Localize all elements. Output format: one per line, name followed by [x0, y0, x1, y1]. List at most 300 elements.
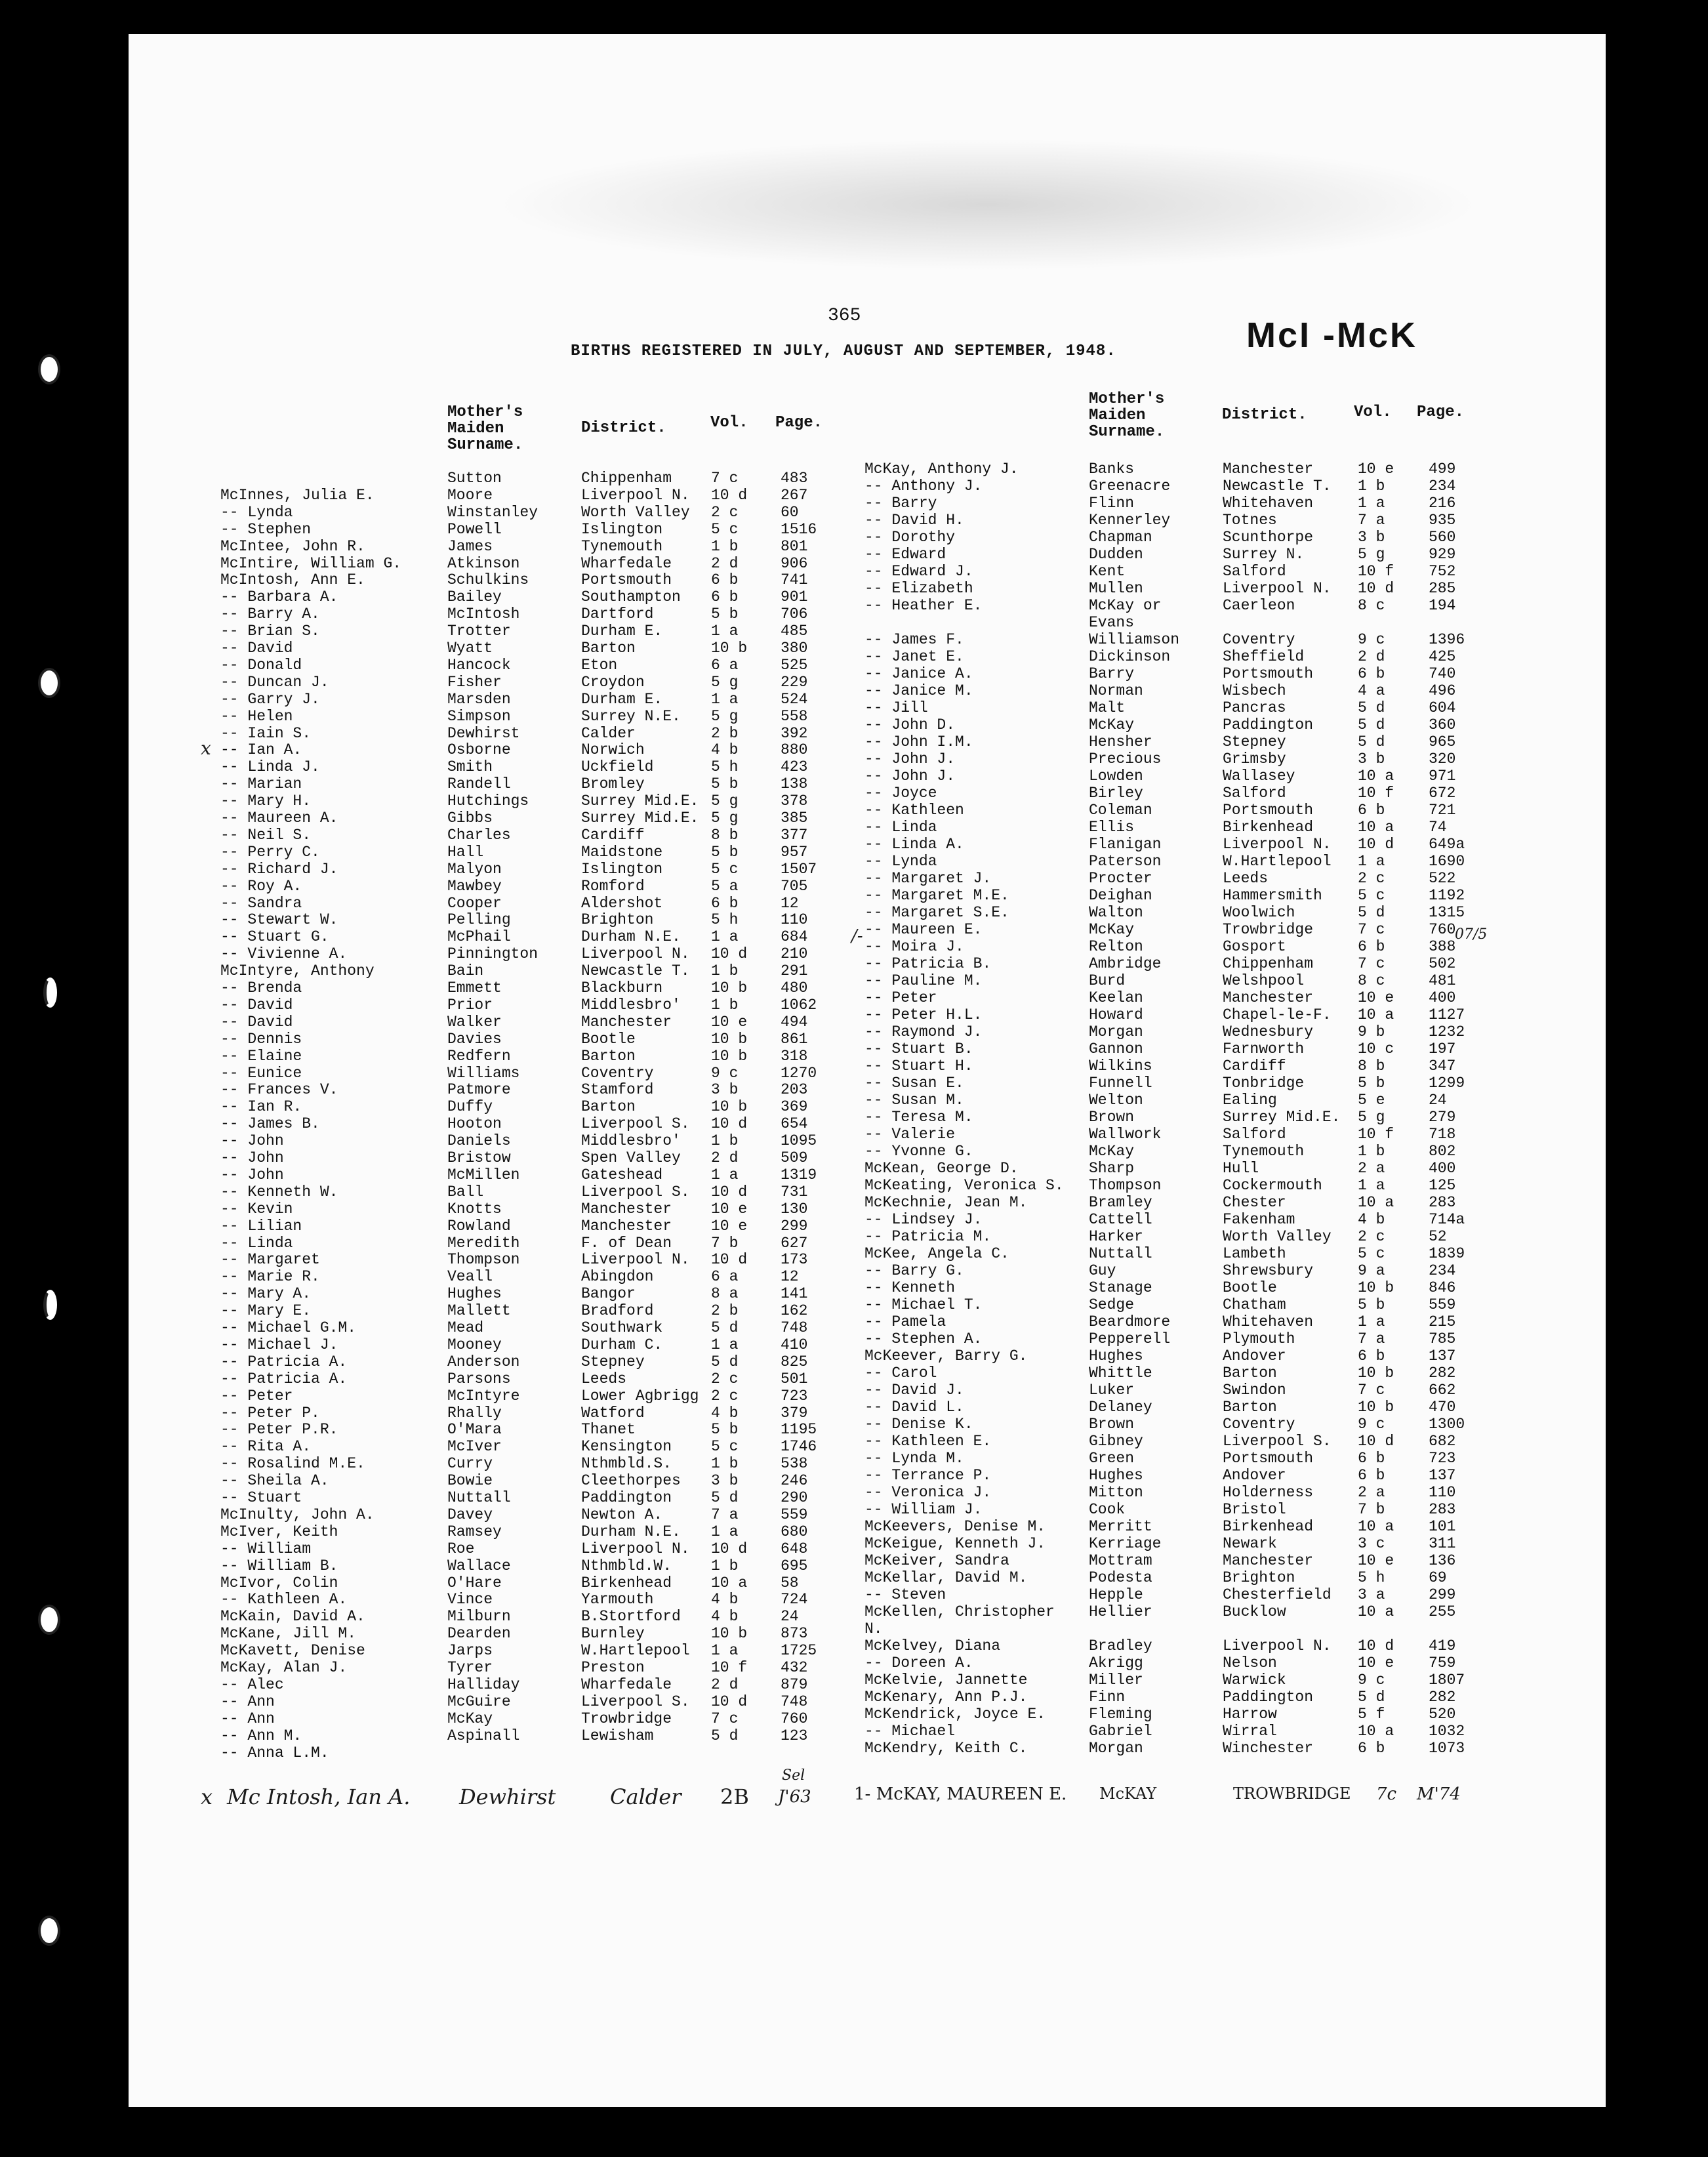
- entry-district: Bristol: [1223, 1501, 1286, 1518]
- entry-name: McKenary, Ann P.J.: [864, 1689, 1028, 1706]
- right-entry: [864, 733, 1481, 750]
- left-entry: [220, 538, 876, 555]
- right-entry: [864, 665, 1481, 682]
- entry-district: Stamford: [581, 1081, 654, 1099]
- entry-page: 388: [1429, 938, 1456, 955]
- entry-mother-surname: Banks: [1089, 461, 1135, 478]
- right-entry: [864, 853, 1481, 870]
- left-entry: [220, 588, 876, 606]
- entry-name: McKain, David A.: [220, 1608, 365, 1626]
- entry-name: -- Dorothy: [864, 529, 956, 546]
- entry-vol: 2 c: [711, 1387, 739, 1405]
- entry-name: -- Frances V.: [220, 1081, 338, 1099]
- entry-mother-surname: Fleming: [1089, 1706, 1152, 1723]
- entry-district: Gateshead: [581, 1166, 663, 1183]
- entry-name: -- Ian A.: [220, 741, 302, 759]
- entry-page: 1507: [781, 860, 817, 878]
- entry-mother-surname: Roe: [447, 1540, 475, 1557]
- entry-mother-surname: Rowland: [447, 1217, 511, 1235]
- entry-name: -- Joyce: [864, 785, 937, 802]
- entry-page: 520: [1429, 1706, 1456, 1723]
- entry-name: -- Michael J.: [220, 1336, 338, 1353]
- entry-page: 714a: [1429, 1211, 1465, 1228]
- entry-district: Whitehaven: [1223, 1313, 1314, 1330]
- left-entry: [220, 1031, 876, 1048]
- right-entry: [864, 768, 1481, 785]
- entry-mother-surname: Walton: [1089, 904, 1143, 921]
- left-entry: [220, 1693, 876, 1710]
- entry-vol: 10 e: [711, 1200, 748, 1218]
- entry-mother-surname: Daniels: [447, 1132, 511, 1150]
- entry-page: 12: [781, 894, 799, 912]
- margin-mark-x: x: [201, 737, 211, 759]
- entry-vol: 10 d: [1358, 836, 1394, 853]
- left-entry: [220, 1421, 876, 1438]
- entry-district: Holderness: [1223, 1484, 1314, 1501]
- entry-mother-surname: Ellis: [1089, 819, 1135, 836]
- hand-vol: 2B: [720, 1784, 749, 1809]
- entry-mother-surname: Randell: [447, 775, 511, 793]
- entry-name: McKavett, Denise: [220, 1642, 365, 1660]
- left-entry: [220, 1405, 876, 1422]
- entry-district: Liverpool S.: [581, 1693, 690, 1710]
- left-entry: [220, 1574, 876, 1592]
- left-entry: [220, 1336, 876, 1353]
- entry-name: McIntosh, Ann E.: [220, 571, 365, 589]
- entry-mother-surname: Cook: [1089, 1501, 1126, 1518]
- left-entry: [220, 640, 876, 657]
- entry-vol: 8 b: [711, 826, 739, 844]
- right-entry: [864, 1330, 1481, 1347]
- entry-vol: 10 b: [711, 640, 748, 657]
- entry-vol: 3 b: [711, 1081, 739, 1099]
- left-entry: [220, 1744, 876, 1761]
- right-entry: [864, 1296, 1481, 1313]
- entry-page: 246: [781, 1472, 808, 1490]
- entry-name: -- Alec: [220, 1675, 284, 1693]
- right-entry: [864, 819, 1481, 836]
- entry-vol: 3 b: [1358, 750, 1385, 768]
- entry-page: 873: [781, 1625, 808, 1643]
- entry-district: Warwick: [1223, 1672, 1286, 1689]
- entry-mother-surname: Guy: [1089, 1262, 1116, 1279]
- entry-district: Bucklow: [1223, 1603, 1286, 1620]
- entry-vol: 10 e: [1358, 1552, 1394, 1569]
- entry-page: 283: [1429, 1194, 1456, 1211]
- entry-name: -- William J.: [864, 1501, 983, 1518]
- right-entry: [864, 785, 1481, 802]
- entry-page: 311: [1429, 1535, 1456, 1552]
- entry-vol: 9 c: [1358, 1416, 1385, 1433]
- left-entry: [220, 1727, 876, 1744]
- right-entry: [864, 495, 1481, 512]
- entry-vol: 10 f: [1358, 785, 1394, 802]
- entry-page: 216: [1429, 495, 1456, 512]
- entry-mother-surname: Beardmore: [1089, 1313, 1171, 1330]
- entry-mother-surname: Ambridge: [1089, 955, 1162, 972]
- entry-mother-surname: Cooper: [447, 894, 502, 912]
- entry-page: 162: [781, 1302, 808, 1320]
- entry-page: 1299: [1429, 1075, 1465, 1092]
- left-header-vol: Vol.: [710, 414, 748, 432]
- entry-page: 267: [781, 486, 808, 504]
- entry-vol: 1 b: [1358, 1143, 1385, 1160]
- entry-name: -- Helen: [220, 707, 293, 725]
- entry-page: 648: [781, 1540, 808, 1557]
- entry-page: 1746: [781, 1438, 817, 1456]
- entry-page: 423: [781, 758, 808, 776]
- entry-vol: 6 b: [1358, 1467, 1385, 1484]
- right-entry: [864, 955, 1481, 972]
- entry-district: Liverpool N.: [581, 486, 690, 504]
- left-entry: [220, 1523, 876, 1540]
- left-entry: [220, 844, 876, 861]
- left-entry: [220, 1710, 876, 1727]
- entry-name: -- Brenda: [220, 979, 302, 996]
- entry-page: 347: [1429, 1058, 1456, 1075]
- entry-page: 52: [1429, 1228, 1447, 1245]
- entry-district: Liverpool N.: [581, 945, 690, 963]
- entry-district: Southampton: [581, 588, 681, 606]
- entry-mother-surname: McKay or: [1089, 597, 1162, 614]
- entry-district: Durham E.: [581, 623, 663, 640]
- entry-mother-surname: Curry: [447, 1455, 493, 1473]
- entry-mother-surname: Procter: [1089, 870, 1152, 887]
- entry-district: Lambeth: [1223, 1245, 1286, 1262]
- entry-mother-surname: Redfern: [447, 1047, 511, 1065]
- entry-mother-surname: Moore: [447, 486, 493, 504]
- entry-district: Dartford: [581, 606, 654, 623]
- entry-district: Durham N.E.: [581, 1523, 681, 1540]
- entry-district: Gosport: [1223, 938, 1286, 955]
- left-entry: [220, 827, 876, 844]
- entry-vol: 1 b: [711, 1132, 739, 1150]
- entry-district: Wallasey: [1223, 768, 1295, 785]
- entry-mother-surname: Davies: [447, 1030, 502, 1048]
- entry-name: McKee, Angela C.: [864, 1245, 1009, 1262]
- entry-vol: 5 d: [1358, 1689, 1385, 1706]
- left-header-page: Page.: [775, 414, 823, 432]
- entry-mother-surname: O'Hare: [447, 1574, 502, 1592]
- entry-mother-surname: Meredith: [447, 1234, 520, 1252]
- entry-name: -- Lynda: [220, 503, 293, 521]
- entry-mother-surname: Chapman: [1089, 529, 1152, 546]
- left-entry: [220, 1659, 876, 1676]
- entry-name: -- Vivienne A.: [220, 945, 348, 963]
- right-entry: [864, 699, 1481, 716]
- entry-district: Nthmbld.W.: [581, 1557, 672, 1574]
- entry-mother-surname: Osborne: [447, 741, 511, 759]
- entry-mother-surname: Hellier: [1089, 1603, 1152, 1620]
- entry-vol: 2 c: [1358, 870, 1385, 887]
- entry-district: Newcastle T.: [581, 962, 690, 980]
- left-header-surname: Mother's Maiden Surname.: [447, 403, 523, 454]
- entry-district: F. of Dean: [581, 1234, 672, 1252]
- entry-page: 1396: [1429, 631, 1465, 648]
- entry-name: -- Denise K.: [864, 1416, 973, 1433]
- entry-name: -- Linda: [220, 1234, 293, 1252]
- entry-page: 215: [1429, 1313, 1456, 1330]
- right-entry: [864, 1347, 1481, 1365]
- entry-vol: 10 f: [1358, 1126, 1394, 1143]
- entry-vol: 10 e: [711, 1013, 748, 1031]
- entry-mother-surname: Delaney: [1089, 1399, 1152, 1416]
- entry-name: -- Susan E.: [864, 1075, 964, 1092]
- left-entry: [220, 1438, 876, 1455]
- entry-mother-surname: Nuttall: [447, 1489, 511, 1506]
- entry-district: Bootle: [581, 1030, 636, 1048]
- entry-mother-surname: Dewhirst: [447, 724, 520, 742]
- entry-mother-surname: McKay: [1089, 1143, 1135, 1160]
- left-entry: [220, 674, 876, 691]
- right-entry: [864, 1689, 1481, 1706]
- entry-vol: 5 d: [1358, 716, 1385, 733]
- entry-district: Paddington: [1223, 716, 1314, 733]
- entry-mother-surname: Dickinson: [1089, 648, 1171, 665]
- entry-page: 723: [1429, 1450, 1456, 1467]
- entry-name: McKelvie, Jannette: [864, 1672, 1028, 1689]
- hand-ref: 1- McKAY, MAUREEN E.: [854, 1784, 1067, 1804]
- entry-district: Salford: [1223, 1126, 1286, 1143]
- right-entry: [864, 1416, 1481, 1433]
- entry-page: 654: [781, 1115, 808, 1133]
- right-entry: [864, 1194, 1481, 1211]
- entry-name: -- Patricia B.: [864, 955, 992, 972]
- entry-name: -- Sandra: [220, 894, 302, 912]
- entry-vol: 5 a: [711, 877, 739, 895]
- entry-district: Liverpool S.: [581, 1115, 690, 1133]
- left-entry: [220, 1065, 876, 1082]
- entry-mother-surname: Bailey: [447, 588, 502, 606]
- entry-name: -- Ann: [220, 1693, 275, 1710]
- entry-page: 802: [1429, 1143, 1456, 1160]
- entry-district: Preston: [581, 1659, 645, 1676]
- entry-vol: 5 b: [711, 775, 739, 793]
- entry-page: 825: [781, 1353, 808, 1370]
- entry-district: Chapel-le-F.: [1223, 1006, 1332, 1023]
- entry-district: Barton: [581, 1098, 636, 1116]
- entry-district: Liverpool S.: [1223, 1433, 1332, 1450]
- entry-vol: 2 c: [1358, 1228, 1385, 1245]
- entry-district: Birkenhead: [1223, 1518, 1314, 1535]
- entry-mother-surname: Nuttall: [1089, 1245, 1152, 1262]
- left-entry: [220, 606, 876, 623]
- entry-vol: 10 a: [1358, 819, 1394, 836]
- entry-vol: 4 b: [711, 741, 739, 759]
- entry-mother-surname: Bradley: [1089, 1637, 1152, 1654]
- entry-page: 971: [1429, 768, 1456, 785]
- entry-page: 558: [781, 707, 808, 725]
- entry-name: McIver, Keith: [220, 1523, 338, 1540]
- entry-mother-surname: Harker: [1089, 1228, 1143, 1245]
- entry-name: -- William: [220, 1540, 312, 1557]
- entry-page: 60: [781, 503, 799, 521]
- entry-page: 378: [781, 792, 808, 810]
- entry-mother-surname: Williams: [447, 1064, 520, 1082]
- left-entry: [220, 487, 876, 504]
- entry-mother-surname: Welton: [1089, 1092, 1143, 1109]
- entry-district: Ealing: [1223, 1092, 1277, 1109]
- entry-vol: 9 a: [1358, 1262, 1385, 1279]
- left-entry: [220, 1014, 876, 1031]
- hand-ref-vol: 7c: [1376, 1784, 1397, 1804]
- entry-district: Chesterfield: [1223, 1586, 1332, 1603]
- right-entry: [864, 1177, 1481, 1194]
- right-header-surname: Mother's Maiden Surname.: [1089, 390, 1165, 441]
- entry-mother-surname: Bristow: [447, 1149, 511, 1166]
- entry-mother-surname: Greenacre: [1089, 478, 1171, 495]
- entry-vol: 8 c: [1358, 597, 1385, 614]
- entry-page: 740: [1429, 665, 1456, 682]
- entry-page: 499: [1429, 461, 1456, 478]
- entry-name: -- Rosalind M.E.: [220, 1455, 365, 1473]
- entry-vol: 5 b: [711, 606, 739, 623]
- entry-page: 290: [781, 1489, 808, 1506]
- entry-page: 649a: [1429, 836, 1465, 853]
- entry-district: Andover: [1223, 1467, 1286, 1484]
- entry-vol: 6 b: [711, 588, 739, 606]
- left-entry: [220, 657, 876, 674]
- entry-vol: 10 f: [1358, 563, 1394, 580]
- entry-district: Aldershot: [581, 894, 663, 912]
- entry-name: -- Michael T.: [864, 1296, 983, 1313]
- entry-page: 101: [1429, 1518, 1456, 1535]
- right-entry: [864, 1228, 1481, 1245]
- entry-name: -- Mary A.: [220, 1285, 312, 1303]
- entry-vol: 10 b: [711, 979, 748, 996]
- entry-name: -- Margaret S.E.: [864, 904, 1009, 921]
- entry-mother-surname: Mottram: [1089, 1552, 1152, 1569]
- entry-vol: 10 d: [1358, 1637, 1394, 1654]
- entry-page: 785: [1429, 1330, 1456, 1347]
- entry-vol: 9 c: [1358, 631, 1385, 648]
- entry-vol: 1 a: [1358, 495, 1385, 512]
- entry-district: Paddington: [1223, 1689, 1314, 1706]
- left-entry: [220, 1166, 876, 1183]
- entry-vol: 9 c: [711, 1064, 739, 1082]
- entry-page: 901: [781, 588, 808, 606]
- entry-name: -- Peter P.: [220, 1404, 320, 1422]
- entry-name: -- Valerie: [864, 1126, 956, 1143]
- entry-name: -- Patricia A.: [220, 1353, 348, 1370]
- entry-district: Romford: [581, 877, 645, 895]
- entry-name: -- Ann: [220, 1710, 275, 1727]
- entry-district: Durham C.: [581, 1336, 663, 1353]
- entry-mother-surname: Wallace: [447, 1557, 511, 1574]
- entry-page: 377: [781, 826, 808, 844]
- entry-page: 110: [1429, 1484, 1456, 1501]
- entry-mother-surname: Deighan: [1089, 887, 1152, 904]
- entry-page: 706: [781, 606, 808, 623]
- left-entry: [220, 1370, 876, 1387]
- entry-vol: 5 b: [711, 843, 739, 861]
- entry-mother-surname: Green: [1089, 1450, 1135, 1467]
- entry-vol: 1 a: [711, 1166, 739, 1183]
- entry-district: Shrewsbury: [1223, 1262, 1314, 1279]
- entry-mother-surname: Davey: [447, 1506, 493, 1523]
- entry-district: Surrey Mid.E.: [581, 810, 699, 827]
- entry-name: McKay, Anthony J.: [864, 461, 1019, 478]
- entry-district: Stepney: [581, 1353, 645, 1370]
- entry-mother-surname: Bain: [447, 962, 484, 980]
- entry-vol: 10 d: [711, 1115, 748, 1133]
- entry-district: Surrey Mid.E.: [581, 792, 699, 810]
- entry-page: 929: [1429, 546, 1456, 563]
- left-entry: [220, 1115, 876, 1132]
- entry-vol: 10 d: [711, 1251, 748, 1269]
- entry-vol: 2 b: [711, 724, 739, 742]
- entry-district: Coventry: [1223, 1416, 1295, 1433]
- hand-mark: x: [201, 1784, 213, 1809]
- right-entry: [864, 836, 1481, 853]
- right-entry: [864, 529, 1481, 546]
- entry-mother-surname: Howard: [1089, 1006, 1143, 1023]
- entry-vol: 7 c: [711, 470, 739, 487]
- entry-name: -- Stuart B.: [864, 1040, 973, 1058]
- entry-vol: 3 b: [711, 1472, 739, 1490]
- entry-vol: 4 a: [1358, 682, 1385, 699]
- entry-page: 760: [1429, 921, 1456, 938]
- entry-mother-surname: McIver: [447, 1438, 502, 1456]
- entry-vol: 5 c: [711, 1438, 739, 1456]
- right-entry: [864, 1518, 1481, 1535]
- entry-vol: 1 b: [711, 1455, 739, 1473]
- entry-name: -- John: [220, 1149, 284, 1166]
- entry-name: -- Stuart G.: [220, 928, 329, 946]
- entry-name: McKeiver, Sandra: [864, 1552, 1009, 1569]
- entry-district: Yarmouth: [581, 1591, 654, 1609]
- right-entry: [864, 1245, 1481, 1262]
- entry-page: 419: [1429, 1637, 1456, 1654]
- entry-page: 965: [1429, 733, 1456, 750]
- left-entry: [220, 945, 876, 962]
- entry-district: Salford: [1223, 785, 1286, 802]
- entry-mother-surname: Barry: [1089, 665, 1135, 682]
- page-number: 365: [828, 306, 861, 326]
- entry-district: Southwark: [581, 1319, 663, 1336]
- entry-vol: 2 d: [711, 1149, 739, 1166]
- entry-mother-surname: Schulkins: [447, 571, 529, 589]
- entry-mother-surname: Norman: [1089, 682, 1143, 699]
- entry-mother-surname: Malt: [1089, 699, 1126, 716]
- entry-vol: 10 c: [1358, 1040, 1394, 1058]
- entry-mother-surname: Parsons: [447, 1370, 511, 1387]
- entry-vol: 7 c: [1358, 921, 1385, 938]
- entry-name: -- Linda A.: [864, 836, 964, 853]
- entry-vol: 4 b: [711, 1608, 739, 1626]
- entry-district: Islington: [581, 520, 663, 538]
- entry-vol: 3 a: [1358, 1586, 1385, 1603]
- entry-mother-surname: Fisher: [447, 673, 502, 691]
- entry-page: 1319: [781, 1166, 817, 1183]
- entry-mother-surname: Pinnington: [447, 945, 539, 963]
- entry-vol: 10 a: [1358, 1194, 1394, 1211]
- left-entry: [220, 1557, 876, 1574]
- entry-district: Blackburn: [581, 979, 663, 996]
- entry-vol: 7 a: [1358, 512, 1385, 529]
- entry-mother-surname: Trotter: [447, 623, 511, 640]
- entry-name: -- David L.: [864, 1399, 964, 1416]
- punch-hole-6: [38, 1916, 60, 1946]
- left-entry: [220, 810, 876, 827]
- entry-name: McInulty, John A.: [220, 1506, 375, 1523]
- entry-mother-surname: Pelling: [447, 911, 511, 929]
- entry-district: Kensington: [581, 1438, 672, 1456]
- entry-name: -- Brian S.: [220, 623, 320, 640]
- entry-page: 748: [781, 1319, 808, 1336]
- entry-page: 861: [781, 1030, 808, 1048]
- entry-name: -- Eunice: [220, 1064, 302, 1082]
